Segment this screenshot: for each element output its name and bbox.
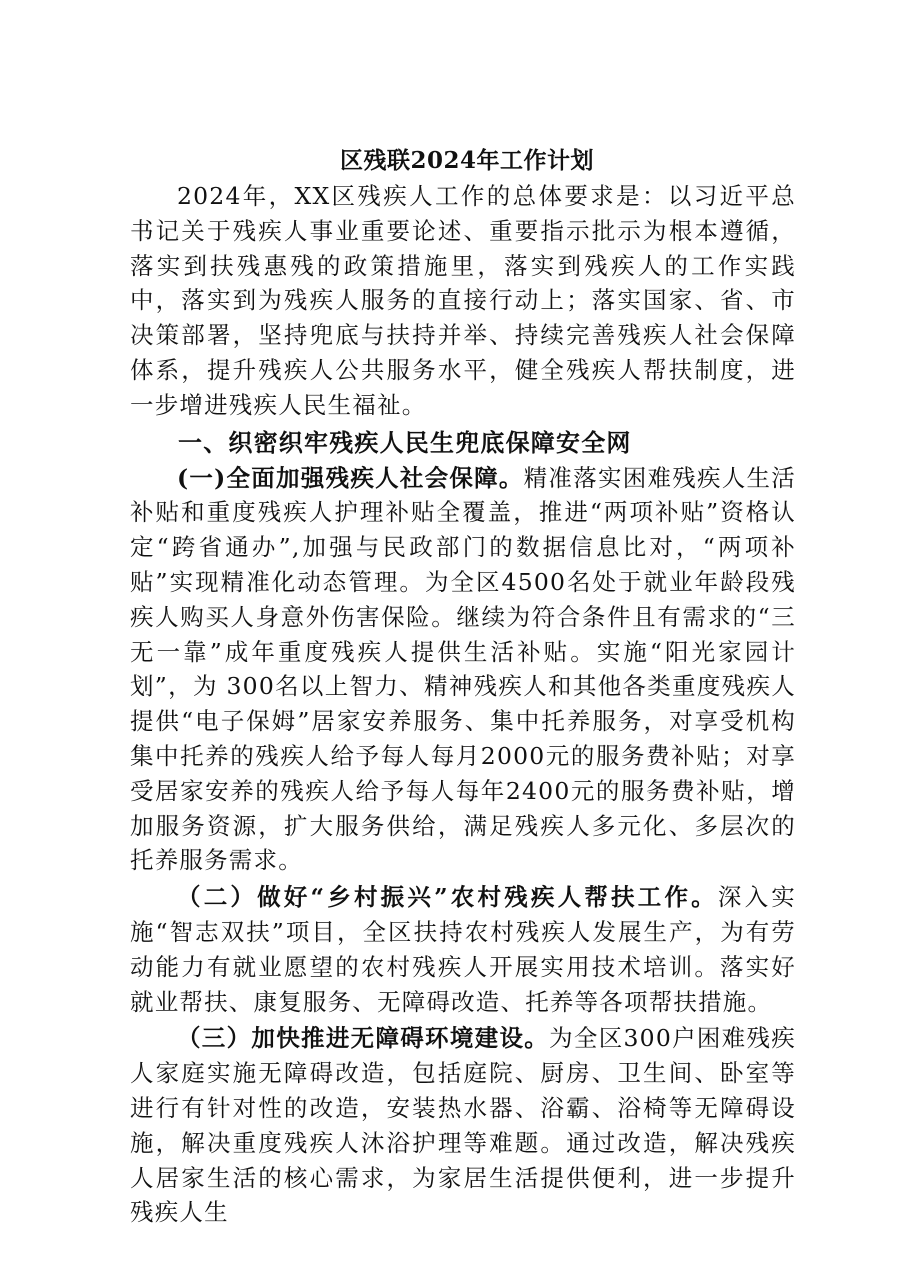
item-2-body: 深入实施“智志双扶”项目，全区扶持农村残疾人发展生产，为有劳动能力有就业愿望的农村残疾人开展实用技术培训。落实好就业帮扶、康复服务、无障碍改造、托养等各项帮扶措施。: [130, 883, 797, 1016]
item-3-paragraph: [130, 1021, 796, 1230]
item-1-heading: (一)全面加强残疾人社会保障。: [177, 463, 524, 492]
item-1-paragraph: [130, 461, 796, 879]
section-1-heading: 一、织密织牢残疾人民生兜底保障安全网: [178, 427, 632, 457]
item-2-heading: （二）做好“乡村振兴”农村残疾人帮扶工作。: [177, 883, 718, 912]
document-title: 区残联2024年工作计划: [339, 147, 594, 174]
item-3-heading: （三）加快推进无障碍环境建设。: [177, 1024, 550, 1053]
document-body: [130, 143, 796, 1230]
item-2-paragraph: [130, 880, 796, 1019]
intro-paragraph: 2024年，XX区残疾人工作的总体要求是：以习近平总书记关于残疾人事业重要论述、重要指示批示为根本遵循，落实到扶残惠残的政策措施里，落实到残疾人的工作实践中，落实到为残疾人服务的直接行动上；落实国家、省、市决策部署，坚持兜底与扶持并举、持续完善残疾人社会保障体系，提升残疾人公共服务水平，健全残疾人帮扶制度，进一步增进残疾人民生福祉。: [130, 182, 796, 419]
item-1-body: 精准落实困难残疾人生活补贴和重度残疾人护理补贴全覆盖，推进“两项补贴”资格认定“跨省通办”,加强与民政部门的数据信息比对，“两项补贴”实现精准化动态管理。为全区4500名处于就业年龄段残疾人购买人身意外伤害保险。继续为符合条件且有需求的“三无一靠”成年重度残疾人提供生活补贴。实施“阳光家园计划”，为 300名以上智力、精神残疾人和其他各类重度残疾人提供“电子保姆”居家安养服务、集中托养服务，对享受机构集中托养的残疾人给予每人每月2000元的服务费补贴；对享受居家安养的残疾人给予每人每年2400元的服务费补贴，增加服务资源，扩大服务供给，满足残疾人多元化、多层次的托养服务需求。: [130, 463, 796, 875]
item-3-body: 为全区300户困难残疾人家庭实施无障碍改造，包括庭院、厨房、卫生间、卧室等进行有针对性的改造，安装热水器、浴霸、浴椅等无障碍设施，解决重度残疾人沐浴护理等难题。通过改造，解决残疾人居家生活的核心需求，为家居生活提供便利，进一步提升残疾人生: [130, 1024, 796, 1227]
